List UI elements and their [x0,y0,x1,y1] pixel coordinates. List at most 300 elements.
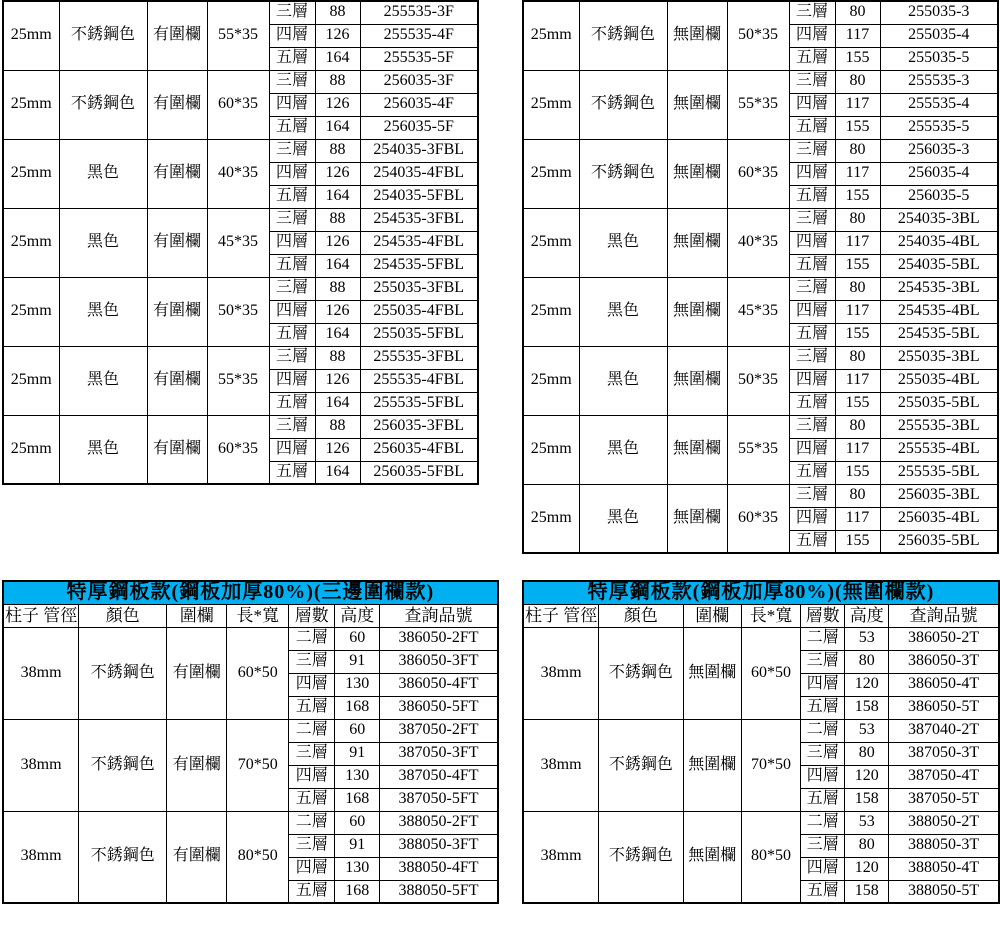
color-cell: 不銹鋼色 [59,70,147,139]
pipe-diameter-cell: 38mm [523,627,599,719]
code-cell: 255535-3 [880,70,998,93]
height-cell: 164 [315,185,360,208]
height-cell: 80 [845,650,889,673]
pipe-diameter-cell: 25mm [3,1,59,70]
layer-cell: 三層 [269,139,315,162]
layer-cell: 四層 [789,93,835,116]
height-cell: 80 [835,346,880,369]
table-row [523,139,998,162]
layer-cell: 三層 [269,415,315,438]
layer-cell: 五層 [801,788,845,811]
height-cell: 155 [835,185,880,208]
header-color: 顏色 [599,604,683,627]
table-25mm-fenced [2,0,479,485]
code-cell: 386050-2FT [380,627,498,650]
layer-cell: 五層 [269,185,315,208]
layer-cell: 五層 [269,392,315,415]
layer-cell: 三層 [789,208,835,231]
size-cell: 55*35 [727,415,789,484]
color-cell: 黑色 [59,415,147,484]
code-cell: 386050-4FT [380,673,498,696]
height-cell: 155 [835,530,880,553]
table-38mm-unfenced [522,580,1000,904]
code-cell: 387050-4FT [380,765,498,788]
code-cell: 254535-4BL [880,300,998,323]
fence-cell: 無圍欄 [667,346,727,415]
height-cell: 88 [315,1,360,24]
layer-cell: 三層 [289,834,335,857]
table-row [523,346,998,369]
layer-cell: 四層 [269,300,315,323]
size-cell: 60*35 [207,70,269,139]
table-title-row [3,581,498,604]
color-cell: 不銹鋼色 [599,719,683,811]
layer-cell: 五層 [789,47,835,70]
height-cell: 91 [335,834,380,857]
layer-cell: 四層 [789,507,835,530]
height-cell: 80 [835,139,880,162]
code-cell: 254035-5BL [880,254,998,277]
table-row [523,415,998,438]
height-cell: 117 [835,507,880,530]
size-cell: 45*35 [207,208,269,277]
code-cell: 255035-3 [880,1,998,24]
code-cell: 388050-5FT [380,880,498,903]
height-cell: 53 [845,719,889,742]
height-cell: 120 [845,857,889,880]
code-cell: 387050-5FT [380,788,498,811]
height-cell: 155 [835,254,880,277]
height-cell: 88 [315,70,360,93]
pipe-diameter-cell: 25mm [523,1,579,70]
layer-cell: 三層 [269,277,315,300]
fence-cell: 有圍欄 [147,70,207,139]
fence-cell: 無圍欄 [683,627,741,719]
table-row [3,208,478,231]
code-cell: 255535-5BL [880,461,998,484]
layer-cell: 五層 [289,788,335,811]
pipe-diameter-cell: 25mm [3,277,59,346]
size-cell: 40*35 [207,139,269,208]
code-cell: 254035-4FBL [360,162,478,185]
pipe-diameter-cell: 25mm [523,277,579,346]
color-cell: 不銹鋼色 [579,70,667,139]
table-row [3,139,478,162]
pipe-diameter-cell: 25mm [523,208,579,277]
color-cell: 黑色 [59,208,147,277]
size-cell: 70*50 [227,719,289,811]
table-row [523,208,998,231]
height-cell: 126 [315,438,360,461]
header-fence: 圍欄 [167,604,227,627]
code-cell: 255535-4BL [880,438,998,461]
code-cell: 255035-5FBL [360,323,478,346]
code-cell: 255035-4 [880,24,998,47]
size-cell: 80*50 [227,811,289,903]
code-cell: 256035-4BL [880,507,998,530]
height-cell: 158 [845,880,889,903]
height-cell: 126 [315,24,360,47]
header-color: 顏色 [79,604,167,627]
color-cell: 黑色 [59,277,147,346]
table-row [3,1,478,24]
code-cell: 387050-4T [889,765,999,788]
size-cell: 55*35 [727,70,789,139]
code-cell: 386050-4T [889,673,999,696]
height-cell: 80 [835,277,880,300]
code-cell: 386050-2T [889,627,999,650]
height-cell: 120 [845,765,889,788]
pipe-diameter-cell: 38mm [3,627,79,719]
table-25mm-unfenced [522,0,999,554]
size-cell: 70*50 [741,719,800,811]
table-row [523,719,999,742]
code-cell: 255035-4BL [880,369,998,392]
layer-cell: 四層 [801,673,845,696]
height-cell: 168 [335,696,380,719]
size-cell: 50*35 [727,1,789,70]
fence-cell: 無圍欄 [667,415,727,484]
layer-cell: 二層 [801,811,845,834]
table-row [3,70,478,93]
fence-cell: 無圍欄 [683,811,741,903]
height-cell: 155 [835,116,880,139]
color-cell: 黑色 [579,484,667,553]
fence-cell: 無圍欄 [667,70,727,139]
code-cell: 256035-4FBL [360,438,478,461]
layer-cell: 五層 [789,323,835,346]
layer-cell: 五層 [801,880,845,903]
code-cell: 387040-2T [889,719,999,742]
height-cell: 168 [335,788,380,811]
pipe-diameter-cell: 25mm [523,346,579,415]
fence-cell: 有圍欄 [167,627,227,719]
layer-cell: 三層 [789,415,835,438]
layer-cell: 四層 [789,300,835,323]
fence-cell: 無圍欄 [667,208,727,277]
layer-cell: 五層 [269,116,315,139]
header-height: 高度 [335,604,380,627]
table-row [523,811,999,834]
code-cell: 386050-5FT [380,696,498,719]
table-header-row [3,604,498,627]
header-code: 查詢品號 [380,604,498,627]
code-cell: 255035-5BL [880,392,998,415]
pipe-diameter-cell: 25mm [3,70,59,139]
layer-cell: 三層 [801,742,845,765]
code-cell: 256035-4 [880,162,998,185]
size-cell: 60*50 [227,627,289,719]
code-cell: 256035-3FBL [360,415,478,438]
table-header-row [523,604,999,627]
pipe-diameter-cell: 38mm [3,719,79,811]
layer-cell: 二層 [289,719,335,742]
layer-cell: 三層 [789,346,835,369]
layer-cell: 三層 [789,484,835,507]
height-cell: 53 [845,811,889,834]
layer-cell: 二層 [289,627,335,650]
height-cell: 126 [315,231,360,254]
layer-cell: 五層 [269,47,315,70]
code-cell: 388050-3T [889,834,999,857]
code-cell: 255535-3BL [880,415,998,438]
code-cell: 254035-3BL [880,208,998,231]
color-cell: 黑色 [579,277,667,346]
code-cell: 254035-5FBL [360,185,478,208]
height-cell: 88 [315,346,360,369]
color-cell: 不銹鋼色 [79,719,167,811]
size-cell: 55*35 [207,346,269,415]
layer-cell: 四層 [269,231,315,254]
size-cell: 60*35 [727,484,789,553]
code-cell: 256035-5 [880,185,998,208]
color-cell: 不銹鋼色 [599,627,683,719]
header-height: 高度 [845,604,889,627]
code-cell: 256035-5FBL [360,461,478,484]
fence-cell: 有圍欄 [147,346,207,415]
header-pipe-diameter: 柱子 管徑 [3,604,79,627]
code-cell: 255035-5 [880,47,998,70]
layer-cell: 四層 [289,673,335,696]
code-cell: 387050-2FT [380,719,498,742]
size-cell: 60*35 [727,139,789,208]
table-row [3,719,498,742]
code-cell: 388050-2FT [380,811,498,834]
table-body [3,627,498,903]
table-body [3,1,478,484]
size-cell: 60*35 [207,415,269,484]
layer-cell: 四層 [789,438,835,461]
layer-cell: 四層 [269,24,315,47]
layer-cell: 四層 [789,162,835,185]
color-cell: 不銹鋼色 [579,139,667,208]
height-cell: 60 [335,811,380,834]
height-cell: 164 [315,461,360,484]
code-cell: 255035-4FBL [360,300,478,323]
table-row [3,346,478,369]
pipe-diameter-cell: 25mm [523,415,579,484]
height-cell: 126 [315,93,360,116]
color-cell: 黑色 [579,346,667,415]
height-cell: 155 [835,392,880,415]
code-cell: 254535-5FBL [360,254,478,277]
layer-cell: 二層 [801,627,845,650]
pipe-diameter-cell: 25mm [3,139,59,208]
table-38mm-fenced [2,580,499,904]
layer-cell: 三層 [789,277,835,300]
header-layers: 層數 [289,604,335,627]
table-title: 特厚鋼板款(鋼板加厚80%)(無圍欄款) [523,581,999,604]
height-cell: 158 [845,696,889,719]
code-cell: 255535-5F [360,47,478,70]
height-cell: 130 [335,673,380,696]
height-cell: 88 [315,277,360,300]
height-cell: 164 [315,116,360,139]
header-size: 長*寬 [741,604,800,627]
pipe-diameter-cell: 25mm [3,208,59,277]
color-cell: 黑色 [579,208,667,277]
table-row [3,415,478,438]
fence-cell: 無圍欄 [667,277,727,346]
layer-cell: 四層 [789,24,835,47]
code-cell: 256035-4F [360,93,478,116]
height-cell: 120 [845,673,889,696]
height-cell: 117 [835,438,880,461]
layer-cell: 三層 [289,742,335,765]
layer-cell: 四層 [801,765,845,788]
height-cell: 88 [315,415,360,438]
fence-cell: 有圍欄 [147,208,207,277]
code-cell: 254535-5BL [880,323,998,346]
color-cell: 黑色 [59,346,147,415]
code-cell: 388050-2T [889,811,999,834]
height-cell: 158 [845,788,889,811]
height-cell: 80 [835,1,880,24]
height-cell: 91 [335,742,380,765]
code-cell: 387050-3FT [380,742,498,765]
table-title: 特厚鋼板款(鋼板加厚80%)(三邊圍欄款) [3,581,498,604]
header-fence: 圍欄 [683,604,741,627]
code-cell: 255035-3BL [880,346,998,369]
height-cell: 130 [335,857,380,880]
code-cell: 255035-3FBL [360,277,478,300]
fence-cell: 無圍欄 [667,1,727,70]
code-cell: 255535-4 [880,93,998,116]
size-cell: 45*35 [727,277,789,346]
code-cell: 254535-3BL [880,277,998,300]
pipe-diameter-cell: 38mm [523,719,599,811]
code-cell: 256035-5F [360,116,478,139]
height-cell: 117 [835,231,880,254]
height-cell: 80 [835,70,880,93]
code-cell: 388050-4T [889,857,999,880]
pipe-diameter-cell: 38mm [523,811,599,903]
color-cell: 不銹鋼色 [599,811,683,903]
pipe-diameter-cell: 25mm [523,70,579,139]
header-code: 查詢品號 [889,604,999,627]
fence-cell: 有圍欄 [167,811,227,903]
height-cell: 80 [835,484,880,507]
layer-cell: 五層 [289,880,335,903]
layer-cell: 三層 [801,834,845,857]
height-cell: 130 [335,765,380,788]
layer-cell: 四層 [269,162,315,185]
code-cell: 254035-4BL [880,231,998,254]
header-size: 長*寬 [227,604,289,627]
color-cell: 不銹鋼色 [79,627,167,719]
layer-cell: 三層 [269,208,315,231]
code-cell: 256035-3BL [880,484,998,507]
table-row [523,484,998,507]
table-row [3,811,498,834]
code-cell: 386050-3T [889,650,999,673]
pipe-diameter-cell: 25mm [3,415,59,484]
color-cell: 不銹鋼色 [59,1,147,70]
code-cell: 255535-4FBL [360,369,478,392]
height-cell: 126 [315,369,360,392]
table-body [523,1,998,553]
layer-cell: 二層 [289,811,335,834]
layer-cell: 五層 [801,696,845,719]
layer-cell: 四層 [289,765,335,788]
layer-cell: 三層 [289,650,335,673]
color-cell: 黑色 [579,415,667,484]
table-title-row [523,581,999,604]
table-body [523,627,999,903]
code-cell: 255535-5FBL [360,392,478,415]
code-cell: 255535-3F [360,1,478,24]
layer-cell: 三層 [269,1,315,24]
height-cell: 117 [835,93,880,116]
header-pipe-diameter: 柱子 管徑 [523,604,599,627]
height-cell: 88 [315,139,360,162]
fence-cell: 有圍欄 [147,277,207,346]
height-cell: 164 [315,47,360,70]
layer-cell: 五層 [789,530,835,553]
color-cell: 不銹鋼色 [79,811,167,903]
layer-cell: 四層 [789,231,835,254]
size-cell: 55*35 [207,1,269,70]
height-cell: 117 [835,162,880,185]
pipe-diameter-cell: 25mm [3,346,59,415]
size-cell: 50*35 [207,277,269,346]
layer-cell: 三層 [789,70,835,93]
fence-cell: 有圍欄 [167,719,227,811]
layer-cell: 三層 [801,650,845,673]
layer-cell: 五層 [789,461,835,484]
height-cell: 126 [315,162,360,185]
height-cell: 91 [335,650,380,673]
code-cell: 255535-3FBL [360,346,478,369]
fence-cell: 有圍欄 [147,139,207,208]
height-cell: 60 [335,719,380,742]
height-cell: 80 [845,834,889,857]
layer-cell: 五層 [269,254,315,277]
layer-cell: 三層 [789,139,835,162]
layer-cell: 四層 [289,857,335,880]
size-cell: 50*35 [727,346,789,415]
height-cell: 155 [835,461,880,484]
layer-cell: 四層 [801,857,845,880]
table-row [523,277,998,300]
size-cell: 40*35 [727,208,789,277]
layer-cell: 五層 [789,392,835,415]
code-cell: 388050-5T [889,880,999,903]
table-row [523,1,998,24]
layer-cell: 五層 [269,323,315,346]
height-cell: 88 [315,208,360,231]
layer-cell: 四層 [269,369,315,392]
layer-cell: 四層 [269,438,315,461]
layer-cell: 三層 [269,70,315,93]
code-cell: 256035-3 [880,139,998,162]
pipe-diameter-cell: 25mm [523,484,579,553]
layer-cell: 五層 [789,254,835,277]
code-cell: 256035-3F [360,70,478,93]
fence-cell: 有圍欄 [147,1,207,70]
height-cell: 168 [335,880,380,903]
layer-cell: 四層 [269,93,315,116]
height-cell: 80 [835,415,880,438]
layer-cell: 五層 [789,116,835,139]
code-cell: 254535-3FBL [360,208,478,231]
pipe-diameter-cell: 25mm [523,139,579,208]
layer-cell: 二層 [801,719,845,742]
height-cell: 117 [835,369,880,392]
height-cell: 117 [835,24,880,47]
code-cell: 387050-5T [889,788,999,811]
height-cell: 126 [315,300,360,323]
